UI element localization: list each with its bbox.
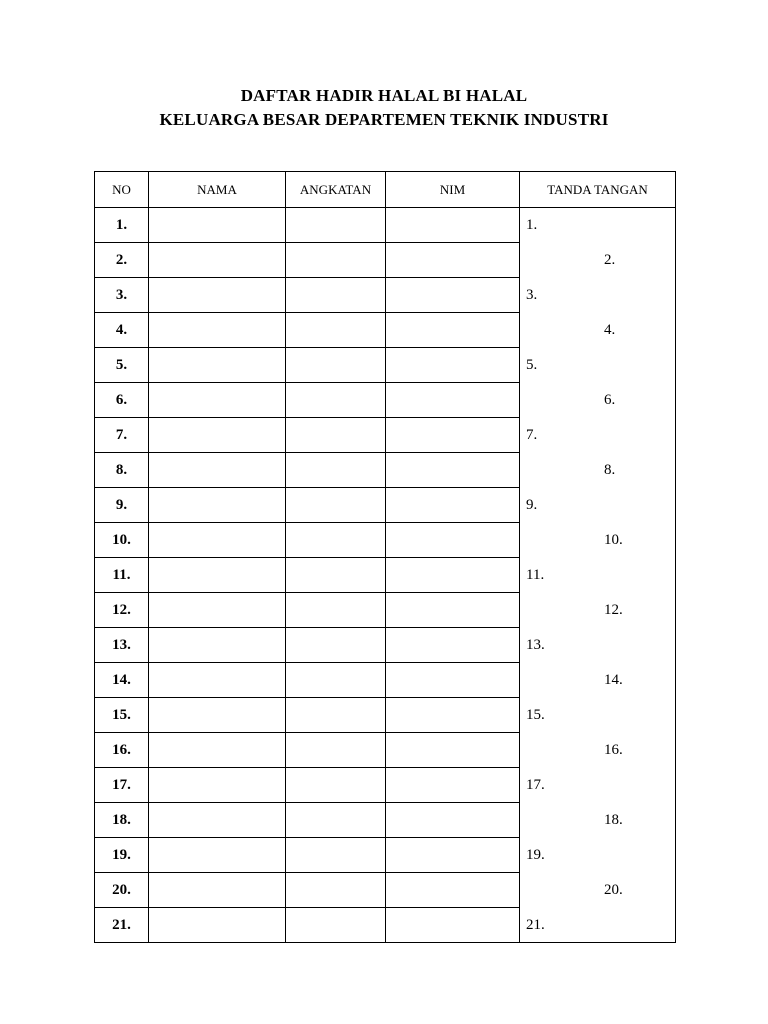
nama-cell[interactable]: [149, 733, 286, 768]
signature-number-label: 12.: [604, 602, 623, 618]
angkatan-cell[interactable]: [286, 873, 386, 908]
signature-number-label: 14.: [604, 672, 623, 688]
angkatan-cell[interactable]: [286, 698, 386, 733]
signature-number-label: 8.: [604, 462, 616, 478]
nim-cell[interactable]: [386, 908, 520, 943]
row-number: 12.: [95, 593, 149, 628]
signature-number-label: 18.: [604, 812, 623, 828]
nim-cell[interactable]: [386, 348, 520, 383]
nim-cell[interactable]: [386, 698, 520, 733]
row-number: 3.: [95, 278, 149, 313]
nama-cell[interactable]: [149, 873, 286, 908]
nim-cell[interactable]: [386, 803, 520, 838]
signature-number-label: 4.: [604, 322, 616, 338]
row-number: 10.: [95, 523, 149, 558]
signature-number-label: 19.: [526, 847, 545, 863]
nim-cell[interactable]: [386, 523, 520, 558]
row-number: 21.: [95, 908, 149, 943]
nama-cell[interactable]: [149, 838, 286, 873]
signature-number-label: 11.: [526, 567, 545, 583]
signature-number-label: 13.: [526, 637, 545, 653]
row-number: 4.: [95, 313, 149, 348]
nim-cell[interactable]: [386, 593, 520, 628]
angkatan-cell[interactable]: [286, 278, 386, 313]
signature-number-label: 15.: [526, 707, 545, 723]
row-number: 15.: [95, 698, 149, 733]
row-number: 7.: [95, 418, 149, 453]
nama-cell[interactable]: [149, 383, 286, 418]
nim-cell[interactable]: [386, 243, 520, 278]
row-number: 9.: [95, 488, 149, 523]
signature-number-label: 7.: [526, 427, 538, 443]
row-number: 16.: [95, 733, 149, 768]
nama-cell[interactable]: [149, 628, 286, 663]
row-number: 11.: [95, 558, 149, 593]
signature-number-label: 9.: [526, 497, 538, 513]
nim-cell[interactable]: [386, 453, 520, 488]
angkatan-cell[interactable]: [286, 383, 386, 418]
angkatan-cell[interactable]: [286, 628, 386, 663]
nim-cell[interactable]: [386, 383, 520, 418]
row-number: 13.: [95, 628, 149, 663]
nim-cell[interactable]: [386, 488, 520, 523]
row-number: 18.: [95, 803, 149, 838]
angkatan-cell[interactable]: [286, 418, 386, 453]
nama-cell[interactable]: [149, 523, 286, 558]
angkatan-cell[interactable]: [286, 908, 386, 943]
nama-cell[interactable]: [149, 593, 286, 628]
angkatan-cell[interactable]: [286, 488, 386, 523]
column-header-tanda-tangan: TANDA TANGAN: [520, 172, 676, 208]
row-number: 6.: [95, 383, 149, 418]
angkatan-cell[interactable]: [286, 663, 386, 698]
column-header-nim: NIM: [386, 172, 520, 208]
row-number: 17.: [95, 768, 149, 803]
angkatan-cell[interactable]: [286, 593, 386, 628]
angkatan-cell[interactable]: [286, 348, 386, 383]
nama-cell[interactable]: [149, 768, 286, 803]
signature-number-label: 3.: [526, 287, 538, 303]
signature-number-label: 2.: [604, 252, 616, 268]
angkatan-cell[interactable]: [286, 768, 386, 803]
signature-area[interactable]: [520, 208, 676, 943]
nim-cell[interactable]: [386, 558, 520, 593]
nama-cell[interactable]: [149, 803, 286, 838]
row-number: 8.: [95, 453, 149, 488]
angkatan-cell[interactable]: [286, 243, 386, 278]
nama-cell[interactable]: [149, 698, 286, 733]
document-title: DAFTAR HADIR HALAL BI HALAL: [240, 86, 528, 105]
column-header-nama: NAMA: [149, 172, 286, 208]
angkatan-cell[interactable]: [286, 453, 386, 488]
signature-number-label: 6.: [604, 392, 616, 408]
nim-cell[interactable]: [386, 663, 520, 698]
signature-number-label: 10.: [604, 532, 623, 548]
attendance-table: [94, 171, 676, 943]
nim-cell[interactable]: [386, 628, 520, 663]
nama-cell[interactable]: [149, 348, 286, 383]
nama-cell[interactable]: [149, 558, 286, 593]
row-number: 2.: [95, 243, 149, 278]
nim-cell[interactable]: [386, 733, 520, 768]
angkatan-cell[interactable]: [286, 733, 386, 768]
nama-cell[interactable]: [149, 208, 286, 243]
angkatan-cell[interactable]: [286, 313, 386, 348]
nama-cell[interactable]: [149, 278, 286, 313]
nama-cell[interactable]: [149, 488, 286, 523]
signature-number-label: 17.: [526, 777, 545, 793]
nama-cell[interactable]: [149, 313, 286, 348]
nama-cell[interactable]: [149, 663, 286, 698]
angkatan-cell[interactable]: [286, 803, 386, 838]
nim-cell[interactable]: [386, 278, 520, 313]
angkatan-cell[interactable]: [286, 523, 386, 558]
nim-cell[interactable]: [386, 418, 520, 453]
row-number: 1.: [95, 208, 149, 243]
row-number: 14.: [95, 663, 149, 698]
angkatan-cell[interactable]: [286, 838, 386, 873]
nim-cell[interactable]: [386, 838, 520, 873]
document-subtitle: KELUARGA BESAR DEPARTEMEN TEKNIK INDUSTRI: [159, 110, 609, 129]
angkatan-cell[interactable]: [286, 208, 386, 243]
row-number: 5.: [95, 348, 149, 383]
signature-number-label: 5.: [526, 357, 538, 373]
column-header-no: NO: [95, 172, 149, 208]
column-header-angkatan: ANGKATAN: [286, 172, 386, 208]
nama-cell[interactable]: [149, 908, 286, 943]
nama-cell[interactable]: [149, 243, 286, 278]
nim-cell[interactable]: [386, 873, 520, 908]
nama-cell[interactable]: [149, 453, 286, 488]
row-number: 20.: [95, 873, 149, 908]
nim-cell[interactable]: [386, 768, 520, 803]
signature-number-label: 16.: [604, 742, 623, 758]
signature-number-label: 20.: [604, 882, 623, 898]
table-row: [95, 208, 676, 243]
table-header-row: [95, 172, 676, 208]
signature-number-label: 21.: [526, 917, 545, 933]
signature-number-label: 1.: [526, 217, 538, 233]
nim-cell[interactable]: [386, 208, 520, 243]
angkatan-cell[interactable]: [286, 558, 386, 593]
nim-cell[interactable]: [386, 313, 520, 348]
row-number: 19.: [95, 838, 149, 873]
nama-cell[interactable]: [149, 418, 286, 453]
